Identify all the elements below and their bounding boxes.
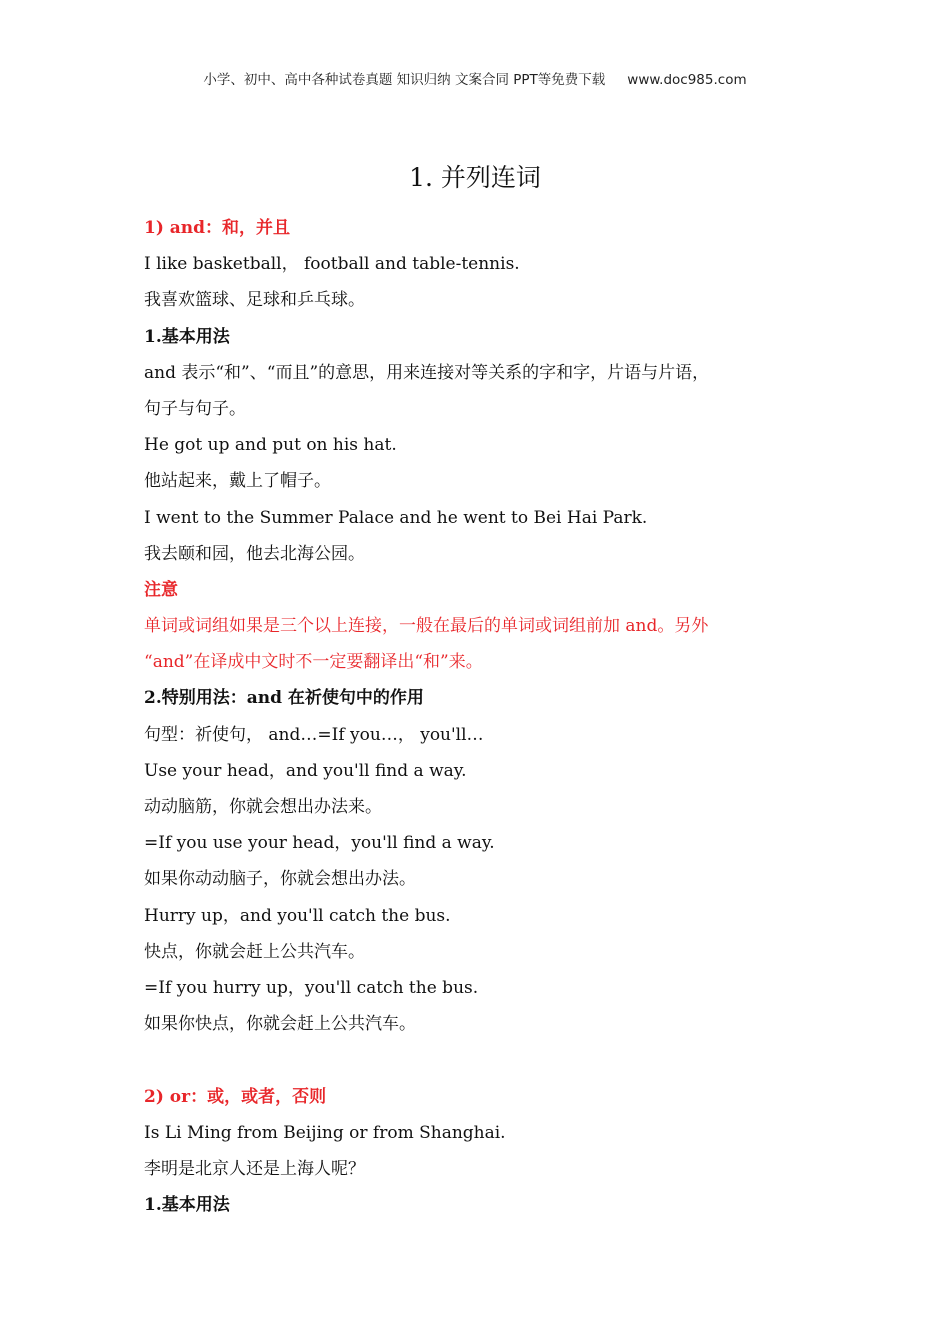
document-body xyxy=(144,210,824,1223)
note-heading: 注意 xyxy=(144,579,178,600)
and-ex3-en: Use your head，and you'll find a way. xyxy=(144,760,467,781)
and-basic-desc-line1: and 表示“和”、“而且”的意思，用来连接对等关系的字和字，片语与片语， xyxy=(144,362,710,383)
or-example-en: Is Li Ming from Beijing or from Shanghai. xyxy=(144,1122,506,1143)
and-ex2-en: I went to the Summer Palace and he went to Bei Hai Park. xyxy=(144,507,648,528)
header-text: 小学、初中、高中各种试卷真题 知识归纳 文案合同 PPT等免费下载 xyxy=(203,72,606,88)
note-line1: 单词或词组如果是三个以上连接，一般在最后的单词或词组前加 and。另外 xyxy=(144,616,709,637)
and-ex1-zh: 他站起来，戴上了帽子。 xyxy=(144,471,331,492)
page-header xyxy=(0,68,950,88)
or-example-zh: 李明是北京人还是上海人呢？ xyxy=(144,1158,365,1179)
page-title: 1. 并列连词 xyxy=(409,163,541,192)
and-example-en: I like basketball， football and table-tennis. xyxy=(144,254,520,275)
and-ex1-en: He got up and put on his hat. xyxy=(144,435,397,456)
sentence-pattern: 句型：祈使句， and…=If you…， you'll… xyxy=(144,724,484,745)
and-example-zh: 我喜欢篮球、足球和乒乓球。 xyxy=(144,290,365,311)
header-url[interactable]: www.doc985.com xyxy=(627,72,747,88)
and-ex5-zh: 快点，你就会赶上公共汽车。 xyxy=(144,941,365,962)
and-ex6-zh: 如果你快点，你就会赶上公共汽车。 xyxy=(144,1014,416,1035)
note-line2: “and”在译成中文时不一定要翻译出“和”来。 xyxy=(144,652,483,673)
or-basic-usage-heading: 1.基本用法 xyxy=(144,1195,230,1216)
and-ex6-en: =If you hurry up，you'll catch the bus. xyxy=(144,977,479,998)
and-special-usage-heading: 2.特别用法：and 在祈使句中的作用 xyxy=(144,688,424,709)
and-ex3-zh: 动动脑筋，你就会想出办法来。 xyxy=(144,797,382,817)
and-ex2-zh: 我去颐和园，他去北海公园。 xyxy=(144,543,365,564)
and-ex4-zh: 如果你动动脑子，你就会想出办法。 xyxy=(144,869,416,890)
and-ex4-en: =If you use your head，you'll find a way. xyxy=(144,833,495,854)
and-basic-desc-line2: 句子与句子。 xyxy=(144,398,246,419)
section-and-heading: 1) and：和，并且 xyxy=(144,218,291,238)
section-or-heading: 2) or：或，或者，否则 xyxy=(144,1086,327,1107)
and-basic-usage-heading: 1.基本用法 xyxy=(144,326,230,347)
section-spacer xyxy=(144,1042,824,1078)
and-ex5-en: Hurry up，and you'll catch the bus. xyxy=(144,905,451,926)
